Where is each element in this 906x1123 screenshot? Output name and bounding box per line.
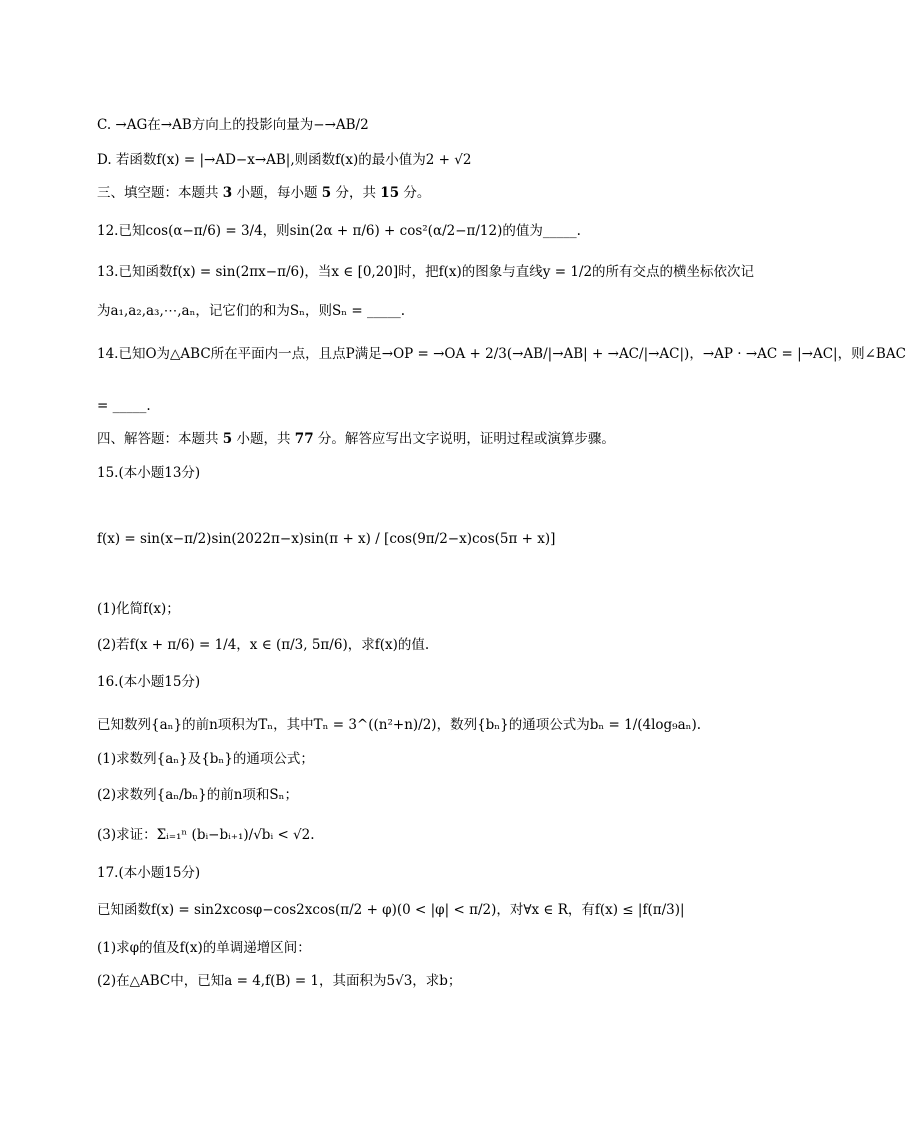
question-15-heading: 15.(本小题13分) bbox=[97, 465, 201, 481]
question-16-statement: 已知数列{aₙ}的前n项积为Tₙ，其中Tₙ = 3^((n²+n)/2)，数列{bₙ}的通项公式为bₙ = 1/(4log₉aₙ). bbox=[97, 717, 702, 733]
question-14-line-2: = _____. bbox=[97, 398, 151, 414]
question-17-part-2: (2)在△ABC中，已知a = 4,f(B) = 1，其面积为5√3，求b； bbox=[97, 973, 462, 989]
question-15-part-1: (1)化简f(x)； bbox=[97, 601, 180, 617]
question-16-part-1: (1)求数列{aₙ}及{bₙ}的通项公式； bbox=[97, 751, 314, 767]
question-16-part-3: (3)求证：Σᵢ₌₁ⁿ (bᵢ−bᵢ₊₁)/√bᵢ < √2. bbox=[97, 827, 315, 843]
question-17-part-1: (1)求φ的值及f(x)的单调递增区间： bbox=[97, 940, 311, 956]
option-c: C. →AG在→AB方向上的投影向量为−→AB/2 bbox=[97, 117, 369, 133]
question-13-line-1: 13.已知函数f(x) = sin(2πx−π/6)，当x ∈ [0,20]时，把f(x)的图象与直线y = 1/2的所有交点的横坐标依次记 bbox=[97, 264, 755, 280]
section-heading-fill-blank: 三、填空题：本题共 3 小题，每小题 5 分，共 15 分。 bbox=[97, 185, 431, 201]
question-13-line-2: 为a₁,a₂,a₃,⋯,aₙ，记它们的和为Sₙ，则Sₙ = _____. bbox=[97, 303, 406, 319]
question-16-part-2: (2)求数列{aₙ/bₙ}的前n项和Sₙ； bbox=[97, 787, 299, 803]
question-17-statement: 已知函数f(x) = sin2xcosφ−cos2xcos(π/2 + φ)(0 < |φ| < π/2)，对∀x ∈ R，有f(x) ≤ |f(π/3)| bbox=[97, 902, 685, 918]
question-15-function: f(x) = sin(x−π/2)sin(2022π−x)sin(π + x) / [cos(9π/2−x)cos(5π + x)] bbox=[97, 531, 556, 547]
question-15-part-2: (2)若f(x + π/6) = 1/4，x ∈ (π/3, 5π/6)，求f(x)的值. bbox=[97, 637, 430, 653]
question-16-heading: 16.(本小题15分) bbox=[97, 674, 201, 690]
question-12: 12.已知cos(α−π/6) = 3/4，则sin(2α + π/6) + cos²(α/2−π/12)的值为_____. bbox=[97, 223, 581, 239]
question-14-line-1: 14.已知O为△ABC所在平面内一点，且点P满足→OP = →OA + 2/3(→AB/|→AB| + →AC/|→AC|)，→AP · →AC = |→AC|，则∠BAC bbox=[97, 346, 906, 362]
option-d: D. 若函数f(x) = |→AD−x→AB|,则函数f(x)的最小值为2 + √2 bbox=[97, 152, 472, 168]
question-17-heading: 17.(本小题15分) bbox=[97, 865, 201, 881]
section-heading-solutions: 四、解答题：本题共 5 小题，共 77 分。解答应写出文字说明，证明过程或演算步骤。 bbox=[97, 431, 615, 447]
